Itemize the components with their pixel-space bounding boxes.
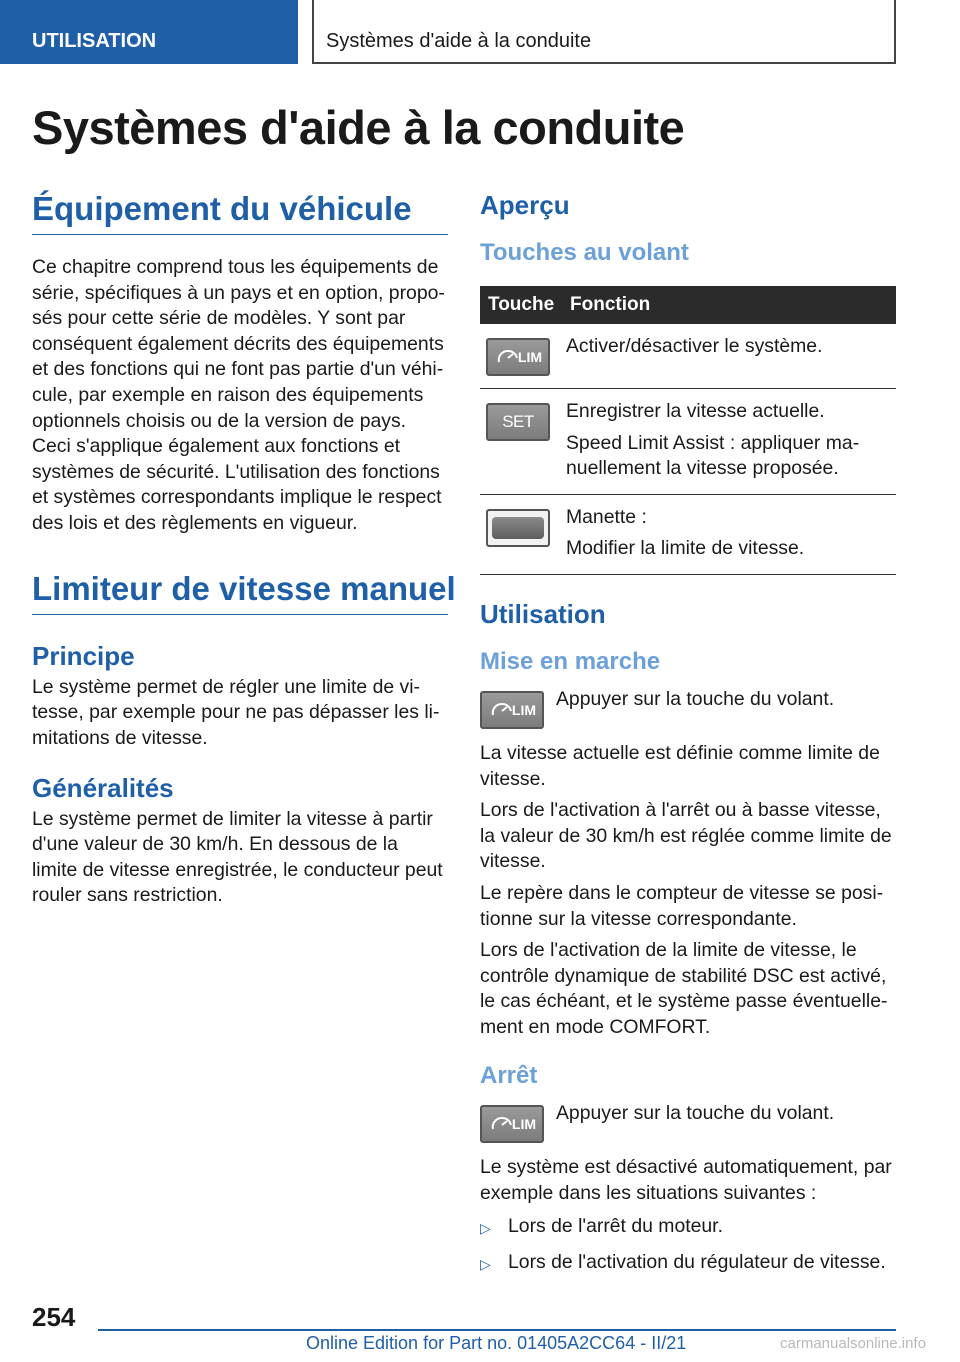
chapter-label: Systèmes d'aide à la conduite [326,30,592,52]
section-tab [0,0,298,64]
list-item-text: Lors de l'arrêt du moteur. [508,1215,723,1238]
list-item [480,1250,896,1278]
lim-button-label: LIM [511,701,536,718]
equipment-text: Ce chapitre comprend tous les équipements de série, spécifiques à un pays et en option, proposés pour cette série de modèles. Y sont par conséquent également décrits des équipements et des fonctions qui ne font pas partie d'un véhicule, par exemple en raison des équipements optionnels choisis ou de la version de pays. Ceci s'applique également aux fonctions et systèmes de sécurité. L'utilisation des fonctions et systèmes correspondants implique le respect des lois et des règlements en vigueur. [32,255,445,534]
start-instruction-row [480,687,896,729]
table-header-row [480,286,896,324]
lim-button-label: LIM [517,348,542,365]
page-number: 254 [32,1302,76,1332]
right-column [480,190,896,1278]
usage-heading: Utilisation [480,598,606,629]
footer-divider [98,1329,896,1331]
stop-heading: Arrêt [480,1062,538,1090]
lim-button-label: LIM [511,1116,536,1133]
column-header-key: Touche [480,286,566,324]
start-text-4: Lors de l'activation de la limite de vitesse, le contrôle dynamique de stabilité DSC est activé, le cas échéant, et le système passe éventuellement en mode COMFORT. [480,939,888,1038]
start-text-1: La vitesse actuelle est définie comme limite de vitesse. [480,741,880,790]
bullet-triangle-icon: ▷ [480,1256,491,1273]
lim-button-icon [480,1105,544,1143]
limiter-heading: Limiteur de vitesse manuel [32,570,448,615]
set-button-icon [486,403,550,441]
general-text: Le système permet de limiter la vitesse à partir d'une valeur de 30 km/h. En dessous de la limite de vitesse enregistrée, le conducteur peut rouler sans restriction. [32,807,443,907]
page-title: Systèmes d'aide à la conduite [32,101,685,154]
principle-heading: Principe [32,641,135,672]
lever-icon [486,509,550,547]
lim-button-icon [480,691,544,729]
table-cell-text: Manette : [566,505,647,528]
table-cell-text: Modifier la limite de vitesse. [566,537,805,560]
table-cell-text: Activer/désactiver le système. [566,334,823,357]
wheel-buttons-heading: Touches au volant [480,239,689,267]
start-text-3: Le repère dans le compteur de vitesse se positionne sur la vitesse correspondante. [480,881,884,930]
table-row [480,494,896,574]
set-button-label: SET [502,411,534,431]
section-label: UTILISATION [32,30,157,52]
chapter-header [312,0,896,64]
start-text-2: Lors de l'activation à l'arrêt ou à basse vitesse, la valeur de 30 km/h est réglée comme limite de vitesse. [480,799,892,873]
general-heading: Généralités [32,773,174,804]
list-item-text: Lors de l'activation du régulateur de vitesse. [508,1251,886,1274]
list-item [480,1214,896,1242]
stop-instruction-row [480,1101,896,1143]
start-instruction: Appuyer sur la touche du volant. [556,687,835,710]
stop-instruction: Appuyer sur la touche du volant. [556,1102,835,1125]
table-row [480,388,896,494]
start-heading: Mise en marche [480,648,661,676]
table-row [480,324,896,389]
watermark: carmanualsonline.info [780,1335,926,1352]
left-column [32,190,456,909]
principle-text: Le système permet de régler une limite de vitesse, par exemple pour ne pas dépasser les limitations de vitesse. [32,675,440,749]
equipment-heading: Équipement du véhicule [32,190,448,235]
stop-text: Le système est désactivé automatiquement, par exemple dans les situations suivantes : [480,1156,892,1204]
lim-button-icon [486,338,550,376]
edition-text: Online Edition for Part no. 01405A2CC64 - II/21 [306,1333,687,1353]
overview-heading: Aperçu [480,190,570,220]
bullet-triangle-icon: ▷ [480,1220,491,1237]
buttons-table [480,286,896,575]
table-cell-text: Speed Limit Assist : appliquer manuellement la vitesse proposée. [566,431,860,480]
table-cell-text: Enregistrer la vitesse actuelle. [566,399,825,422]
column-header-function: Fonction [566,286,896,324]
